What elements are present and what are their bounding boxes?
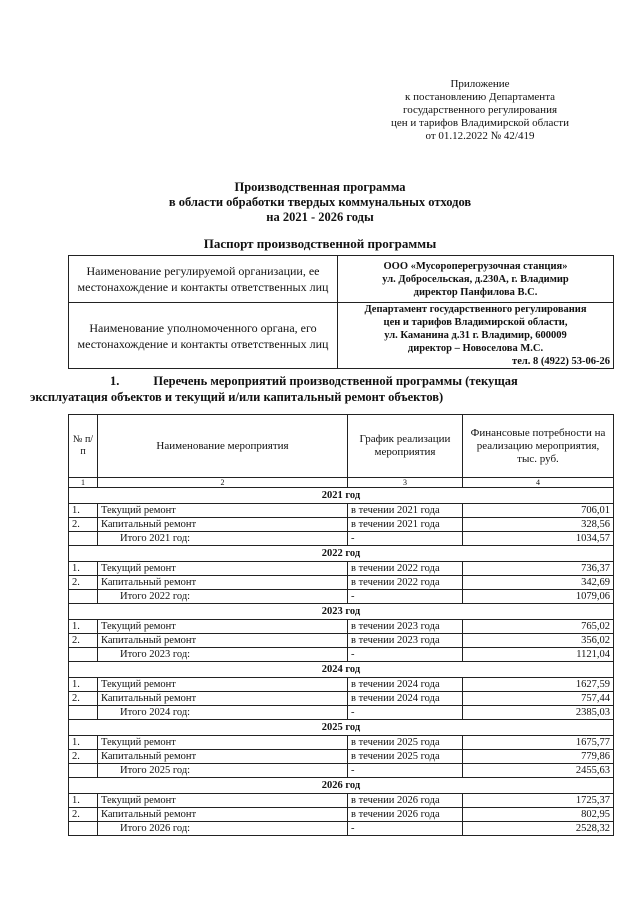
row-schedule: в течении 2026 года xyxy=(348,808,463,822)
table-row xyxy=(69,518,614,532)
table-row xyxy=(69,808,614,822)
table-row xyxy=(69,736,614,750)
row-number: 2. xyxy=(69,576,98,590)
measures-table xyxy=(68,414,614,836)
row-amount: 765,02 xyxy=(463,620,614,634)
passport-title: Паспорт производственной программы xyxy=(203,236,437,251)
row-amount: 779,86 xyxy=(463,750,614,764)
section-title-line: эксплуатация объектов и текущий и/или капитальный ремонт объектов) xyxy=(30,390,444,404)
row-name: Капитальный ремонт xyxy=(98,576,348,590)
row-name: Капитальный ремонт xyxy=(98,518,348,532)
row-amount: 736,37 xyxy=(463,562,614,576)
row-schedule: в течении 2024 года xyxy=(348,692,463,706)
appendix-line: Приложение xyxy=(450,78,510,90)
appendix-line: от 01.12.2022 № 42/419 xyxy=(425,130,535,142)
passport-row-authority xyxy=(69,303,614,369)
row-number: 1. xyxy=(69,504,98,518)
column-index: 3 xyxy=(348,478,463,488)
table-row xyxy=(69,562,614,576)
appendix-note xyxy=(360,78,600,143)
row-schedule: в течении 2025 года xyxy=(348,736,463,750)
row-name: Текущий ремонт xyxy=(98,620,348,634)
appendix-line: цен и тарифов Владимирской области xyxy=(391,117,569,129)
row-amount: 757,44 xyxy=(463,692,614,706)
row-number: 1. xyxy=(69,562,98,576)
total-row xyxy=(69,648,614,662)
table-row xyxy=(69,504,614,518)
table-row xyxy=(69,576,614,590)
table-row xyxy=(69,692,614,706)
total-schedule: - xyxy=(348,648,463,662)
total-amount: 2385,03 xyxy=(463,706,614,720)
year-row xyxy=(69,488,614,504)
total-label: Итого 2021 год: xyxy=(98,532,348,546)
row-name: Капитальный ремонт xyxy=(98,808,348,822)
column-index: 4 xyxy=(463,478,614,488)
program-title-line: Производственная программа xyxy=(234,180,406,194)
total-label: Итого 2023 год: xyxy=(98,648,348,662)
row-amount: 356,02 xyxy=(463,634,614,648)
row-schedule: в течении 2023 года xyxy=(348,634,463,648)
total-amount: 1121,04 xyxy=(463,648,614,662)
total-amount: 2455,63 xyxy=(463,764,614,778)
row-schedule: в течении 2026 года xyxy=(348,794,463,808)
row-amount: 342,69 xyxy=(463,576,614,590)
total-row xyxy=(69,590,614,604)
year-heading: 2021 год xyxy=(69,488,614,504)
column-index: 1 xyxy=(69,478,98,488)
program-title-line: на 2021 - 2026 годы xyxy=(266,210,374,224)
total-schedule: - xyxy=(348,532,463,546)
section-title xyxy=(30,373,610,405)
row-number: 2. xyxy=(69,750,98,764)
row-number: 1. xyxy=(69,678,98,692)
total-row xyxy=(69,764,614,778)
passport-value xyxy=(338,303,614,369)
total-empty-cell xyxy=(69,648,98,662)
row-name: Текущий ремонт xyxy=(98,562,348,576)
total-label: Итого 2025 год: xyxy=(98,764,348,778)
total-schedule: - xyxy=(348,590,463,604)
header-amount: Финансовые потребности на реализацию мероприятия, тыс. руб. xyxy=(463,415,614,478)
year-row xyxy=(69,546,614,562)
passport-row-organization xyxy=(69,256,614,303)
table-row xyxy=(69,750,614,764)
passport-label: Наименование уполномоченного органа, его местонахождение и контакты ответственных лиц xyxy=(69,303,338,369)
passport-value-line: ООО «Мусороперегрузочная станция» xyxy=(383,260,568,272)
program-title-line: в области обработки твердых коммунальных отходов xyxy=(168,195,472,209)
row-amount: 1675,77 xyxy=(463,736,614,750)
total-label: Итого 2026 год: xyxy=(98,822,348,836)
year-row xyxy=(69,778,614,794)
passport-table xyxy=(68,255,614,369)
table-body xyxy=(69,488,614,836)
passport-value-line: ул. Добросельская, д.230А, г. Владимир xyxy=(382,273,569,285)
appendix-line: к постановлению Департамента xyxy=(404,91,556,103)
total-row xyxy=(69,822,614,836)
row-name: Капитальный ремонт xyxy=(98,750,348,764)
table-row xyxy=(69,678,614,692)
column-index-row xyxy=(69,478,614,488)
row-name: Текущий ремонт xyxy=(98,794,348,808)
row-amount: 1627,59 xyxy=(463,678,614,692)
year-row xyxy=(69,604,614,620)
row-amount: 802,95 xyxy=(463,808,614,822)
passport-value-line: директор Панфилова В.С. xyxy=(413,286,538,298)
passport-value-line: цен и тарифов Владимирской области, xyxy=(383,317,568,328)
total-empty-cell xyxy=(69,706,98,720)
appendix-line: государственного регулирования xyxy=(402,104,558,116)
passport-value-line: директор – Новоселова М.С. xyxy=(407,343,544,354)
section-number: 1. xyxy=(110,374,120,388)
row-schedule: в течении 2023 года xyxy=(348,620,463,634)
table-row xyxy=(69,634,614,648)
row-number: 2. xyxy=(69,634,98,648)
table-row xyxy=(69,620,614,634)
row-amount: 1725,37 xyxy=(463,794,614,808)
row-number: 2. xyxy=(69,692,98,706)
year-heading: 2024 год xyxy=(69,662,614,678)
total-schedule: - xyxy=(348,706,463,720)
row-number: 2. xyxy=(69,518,98,532)
total-label: Итого 2022 год: xyxy=(98,590,348,604)
total-row xyxy=(69,706,614,720)
column-index: 2 xyxy=(98,478,348,488)
year-heading: 2026 год xyxy=(69,778,614,794)
total-schedule: - xyxy=(348,822,463,836)
row-name: Капитальный ремонт xyxy=(98,692,348,706)
row-schedule: в течении 2021 года xyxy=(348,504,463,518)
header-name: Наименование мероприятия xyxy=(98,415,348,478)
passport-label: Наименование регулируемой организации, ее местонахождение и контакты ответственных лиц xyxy=(69,256,338,303)
year-row xyxy=(69,720,614,736)
total-empty-cell xyxy=(69,590,98,604)
total-amount: 1079,06 xyxy=(463,590,614,604)
total-row xyxy=(69,532,614,546)
year-heading: 2022 год xyxy=(69,546,614,562)
passport-value-line: тел. 8 (4922) 53-06-26 xyxy=(512,356,610,367)
total-empty-cell xyxy=(69,764,98,778)
section-title-line: Перечень мероприятий производственной программы (текущая xyxy=(153,374,518,388)
row-schedule: в течении 2022 года xyxy=(348,576,463,590)
total-schedule: - xyxy=(348,764,463,778)
row-number: 1. xyxy=(69,736,98,750)
program-title xyxy=(120,180,520,225)
total-label: Итого 2024 год: xyxy=(98,706,348,720)
row-name: Текущий ремонт xyxy=(98,504,348,518)
total-amount: 1034,57 xyxy=(463,532,614,546)
row-number: 2. xyxy=(69,808,98,822)
row-schedule: в течении 2024 года xyxy=(348,678,463,692)
table-header-row xyxy=(69,415,614,478)
row-name: Текущий ремонт xyxy=(98,736,348,750)
header-num: № п/п xyxy=(69,415,98,478)
row-schedule: в течении 2025 года xyxy=(348,750,463,764)
row-number: 1. xyxy=(69,620,98,634)
table-row xyxy=(69,794,614,808)
year-row xyxy=(69,662,614,678)
header-schedule: График реализации мероприятия xyxy=(348,415,463,478)
row-amount: 706,01 xyxy=(463,504,614,518)
passport-value-line: Департамент государственного регулирования xyxy=(364,304,587,315)
total-empty-cell xyxy=(69,822,98,836)
year-heading: 2025 год xyxy=(69,720,614,736)
total-empty-cell xyxy=(69,532,98,546)
row-name: Текущий ремонт xyxy=(98,678,348,692)
passport-value xyxy=(338,256,614,303)
row-schedule: в течении 2022 года xyxy=(348,562,463,576)
passport-value-line: ул. Каманина д.31 г. Владимир, 600009 xyxy=(384,330,567,341)
total-amount: 2528,32 xyxy=(463,822,614,836)
row-schedule: в течении 2021 года xyxy=(348,518,463,532)
row-amount: 328,56 xyxy=(463,518,614,532)
year-heading: 2023 год xyxy=(69,604,614,620)
row-number: 1. xyxy=(69,794,98,808)
row-name: Капитальный ремонт xyxy=(98,634,348,648)
